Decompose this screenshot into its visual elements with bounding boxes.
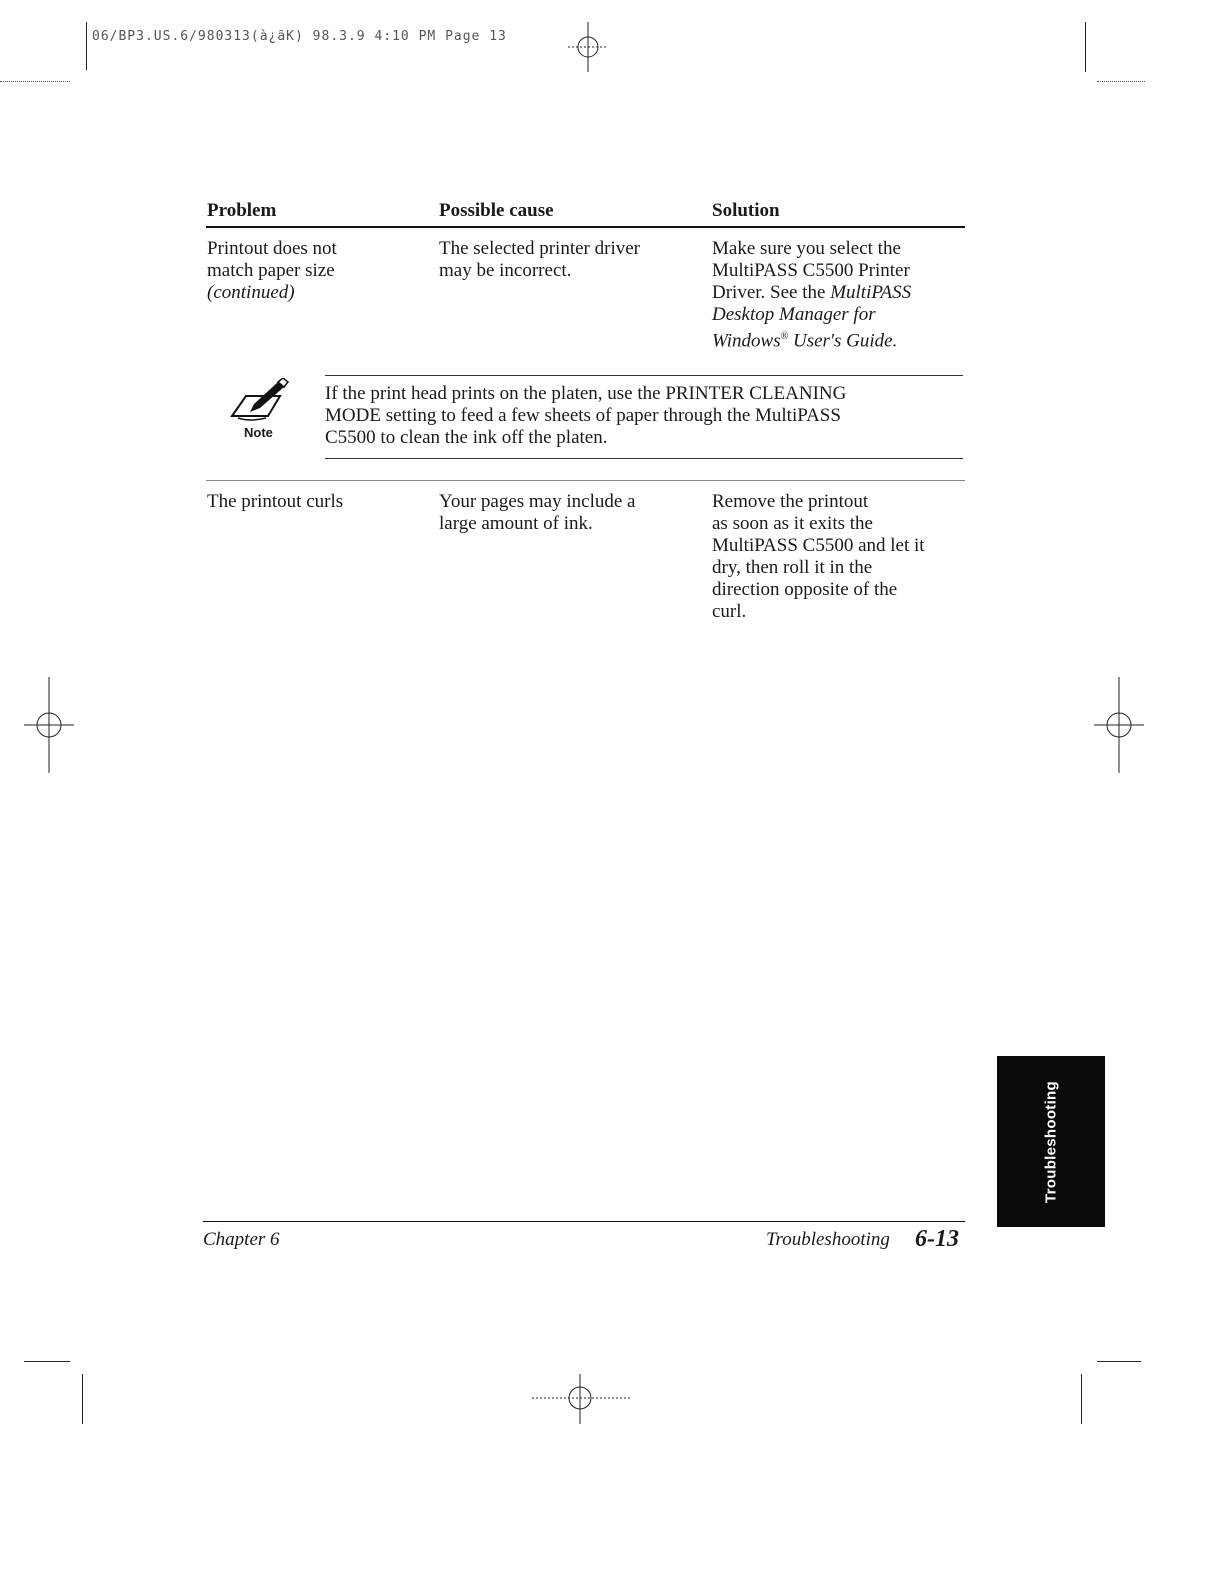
crop-mark-bottom-left (82, 1374, 83, 1424)
row2-top-rule (206, 480, 965, 481)
side-tab-label: Troubleshooting (1042, 1080, 1060, 1203)
crop-mark-bottom-left-h (24, 1361, 70, 1362)
note-text: If the print head prints on the platen, use the PRINTER CLEANING MODE setting to feed a few sheets of paper through the MultiPASS C5500 to clean the ink off the platen. (325, 383, 847, 448)
crop-mark-top-right-dotted (1097, 81, 1145, 82)
note-bottom-rule (325, 458, 963, 459)
crop-mark-top-left-dotted (0, 81, 70, 82)
header-possible-cause: Possible cause (439, 200, 554, 221)
header-problem: Problem (207, 200, 277, 221)
row1-cause: The selected printer driver may be incorrect. (439, 238, 640, 281)
row2-cause: Your pages may include a large amount of ink. (439, 491, 636, 534)
row2-problem: The printout curls (207, 491, 344, 512)
footer-page-number: 6-13 (915, 1226, 959, 1252)
crop-mark-top-right (1085, 22, 1086, 72)
footer-section: Troubleshooting (766, 1229, 890, 1250)
header-rule (206, 226, 965, 228)
row1-problem: Printout does not match paper size (continued) (207, 238, 337, 303)
crop-mark-bottom-right-h (1097, 1361, 1141, 1362)
header-solution: Solution (712, 200, 780, 221)
printer-slug: 06/BP3.US.6/980313(à¿ãK) 98.3.9 4:10 PM Page 13 (92, 29, 507, 44)
crop-mark-bottom-right (1081, 1374, 1082, 1424)
registration-mark-left (24, 677, 74, 773)
registration-mark-bottom (532, 1374, 630, 1424)
note-pencil-icon (228, 378, 290, 426)
row2-solution: Remove the printout as soon as it exits the MultiPASS C5500 and let it dry, then roll it in the direction opposite of the curl. (712, 491, 925, 622)
row1-solution: Make sure you select the MultiPASS C5500 Printer Driver. See the MultiPASS Desktop Manager for Windows® User's Guide. (712, 238, 912, 352)
footer-chapter: Chapter 6 (203, 1229, 280, 1250)
crop-mark-top-left (86, 22, 87, 70)
footer-rule (203, 1221, 965, 1222)
registration-mark-top (568, 22, 608, 72)
note-top-rule (325, 375, 963, 376)
registration-mark-right (1094, 677, 1144, 773)
note-label: Note (244, 425, 273, 440)
chapter-side-tab (997, 1056, 1105, 1227)
